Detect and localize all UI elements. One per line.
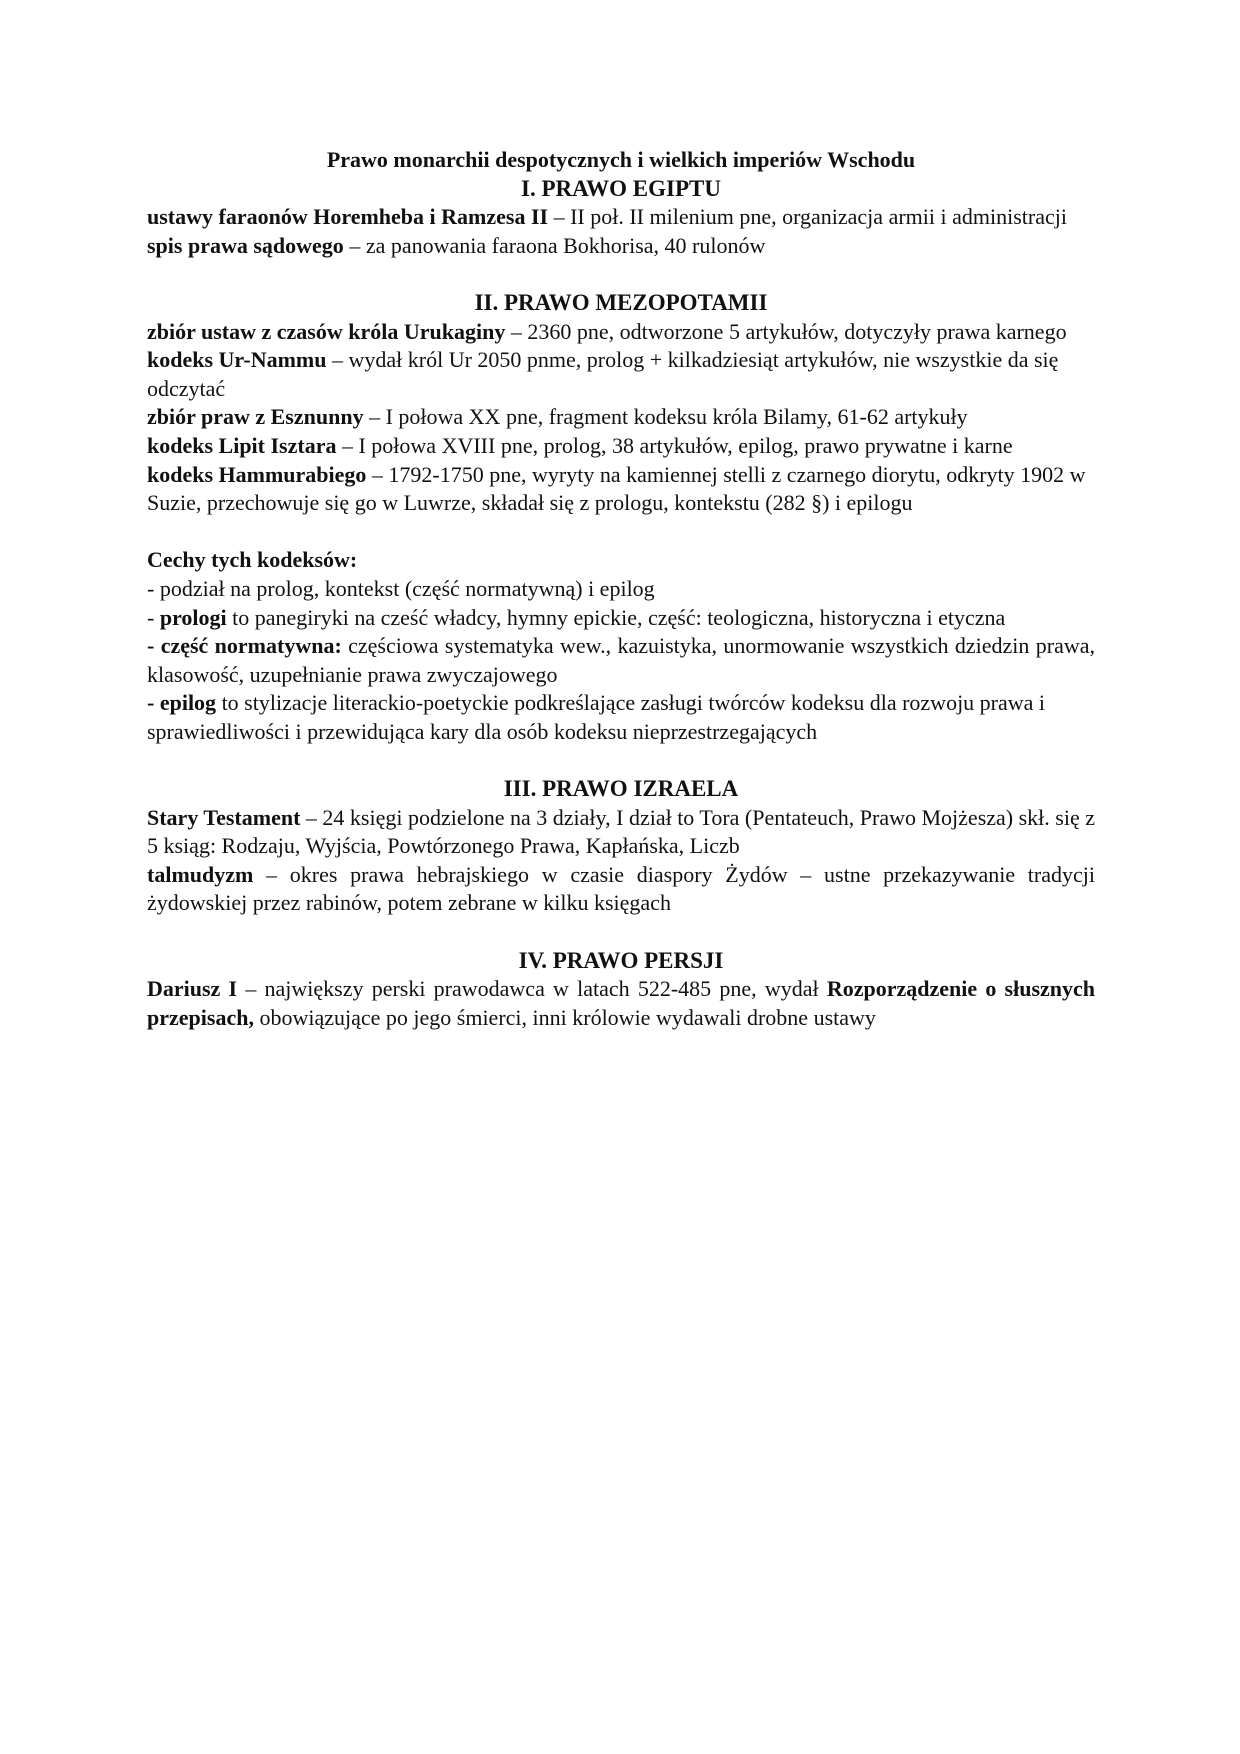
feature-prefix: - xyxy=(147,690,160,716)
feature-term: część normatywna: xyxy=(160,633,342,659)
entry-term: zbiór praw z Esznunny xyxy=(147,404,364,430)
entry-text: – wydał król Ur 2050 pnme, prolog + kilkadziesiąt artykułów, nie wszystkie da się odczytać xyxy=(147,347,1059,401)
entry-lipit-isztar xyxy=(147,432,1095,461)
spacer xyxy=(147,260,1095,289)
entry-text: – największy perski prawodawca w latach 522-485 pne, wydał xyxy=(237,976,827,1002)
feature-item-epilog xyxy=(147,689,1095,746)
entry-term: talmudyzm xyxy=(147,861,254,887)
entry-text: – 24 księgi podzielone na 3 działy, I dział to Tora (Pentateuch, Prawo Mojżesza) skł. się z 5 ksiąg: Rodzaju, Wyjścia, Powtórzonego Prawa, Kapłańska, Liczb xyxy=(147,804,1095,859)
entry-text-secondary: obowiązujące po jego śmierci, inni królowie wydawali drobne ustawy xyxy=(253,1004,876,1030)
section-heading-egypt: I. PRAWO EGIPTU xyxy=(521,175,721,201)
entry-text: – I połowa XVIII pne, prolog, 38 artykułów, epilog, prawo prywatne i karne xyxy=(336,432,1013,458)
feature-text: częściowa systematyka wew., kazuistyka, unormowanie wszystkich dziedzin prawa, klasowość, uzupełnianie prawa zwyczajowego xyxy=(147,633,1095,687)
entry-esznunna xyxy=(147,403,1095,432)
entry-text: – II poł. II milenium pne, organizacja armii i administracji xyxy=(548,204,1067,230)
entry-term-secondary: Rozporządzenie o słusznych przepisach, xyxy=(147,976,1096,1030)
document-page xyxy=(147,146,1095,1032)
entry-stary-testament xyxy=(147,804,1095,861)
entry-talmudyzm xyxy=(147,861,1095,918)
feature-item-division xyxy=(147,575,1095,604)
entry-urukagina xyxy=(147,318,1095,347)
section-heading-israel: III. PRAWO IZRAELA xyxy=(503,776,739,802)
document-title: Prawo monarchii despotycznych i wielkich imperiów Wschodu xyxy=(326,147,916,172)
entry-text: – za panowania faraona Bokhorisa, 40 rulonów xyxy=(343,232,766,258)
feature-prefix: - xyxy=(147,604,160,630)
entry-term: kodeks Ur-Nammu xyxy=(147,347,327,373)
entry-text: – 1792-1750 pne, wyryty na kamiennej stelli z czarnego diorytu, odkryty 1902 w Suzie, przechowuje się go w Luwrze, składał się z prologu, kontekstu (282 §) i epilogu xyxy=(147,461,1086,516)
section-heading-mesopotamia: II. PRAWO MEZOPOTAMII xyxy=(474,289,768,315)
feature-prefix: - podział na prolog, kontekst (część normatywną) i epilog xyxy=(147,575,655,601)
entry-text: – 2360 pne, odtworzone 5 artykułów, dotyczyły prawa karnego xyxy=(505,318,1067,344)
entry-term: Dariusz I xyxy=(147,976,238,1002)
entry-term: ustawy faraonów Horemheba i Ramzesa II xyxy=(147,204,549,230)
feature-text: to stylizacje literackio-poetyckie podkreślające zasługi twórców kodeksu dla rozwoju prawa i sprawiedliwości i przewidująca kary dla osób kodeksu nieprzestrzegających xyxy=(147,690,1046,744)
feature-text: to panegiryki na cześć władcy, hymny epickie, część: teologiczna, historyczna i etyczna xyxy=(226,604,1006,630)
entry-ur-nammu xyxy=(147,346,1095,403)
entry-hammurabi xyxy=(147,461,1095,518)
entry-term: kodeks Hammurabiego xyxy=(147,461,367,487)
feature-prefix: - xyxy=(147,633,161,659)
entry-text: – okres prawa hebrajskiego w czasie diaspory Żydów – ustne przekazywanie tradycji żydowskiej przez rabinów, potem zebrane w kilku księgach xyxy=(147,861,1095,916)
entry-horemheb-ramzes xyxy=(147,203,1095,232)
entry-dariusz xyxy=(147,975,1095,1032)
entry-term: spis prawa sądowego xyxy=(147,232,344,258)
feature-item-normatywna xyxy=(147,632,1095,689)
feature-term: epilog xyxy=(159,690,217,716)
feature-term: prologi xyxy=(159,604,227,630)
section-heading-persia: IV. PRAWO PERSJI xyxy=(518,947,724,973)
feature-item-prologi xyxy=(147,604,1095,633)
spacer xyxy=(147,918,1095,947)
features-heading: Cechy tych kodeksów: xyxy=(147,547,358,573)
spacer xyxy=(147,746,1095,775)
entry-term: kodeks Lipit Isztara xyxy=(147,432,337,458)
entry-term: zbiór ustaw z czasów króla Urukaginy xyxy=(147,318,506,344)
entry-term: Stary Testament xyxy=(147,804,301,830)
entry-spis-prawa xyxy=(147,232,1095,261)
spacer xyxy=(147,518,1095,547)
entry-text: – I połowa XX pne, fragment kodeksu króla Bilamy, 61-62 artykuły xyxy=(363,404,968,430)
